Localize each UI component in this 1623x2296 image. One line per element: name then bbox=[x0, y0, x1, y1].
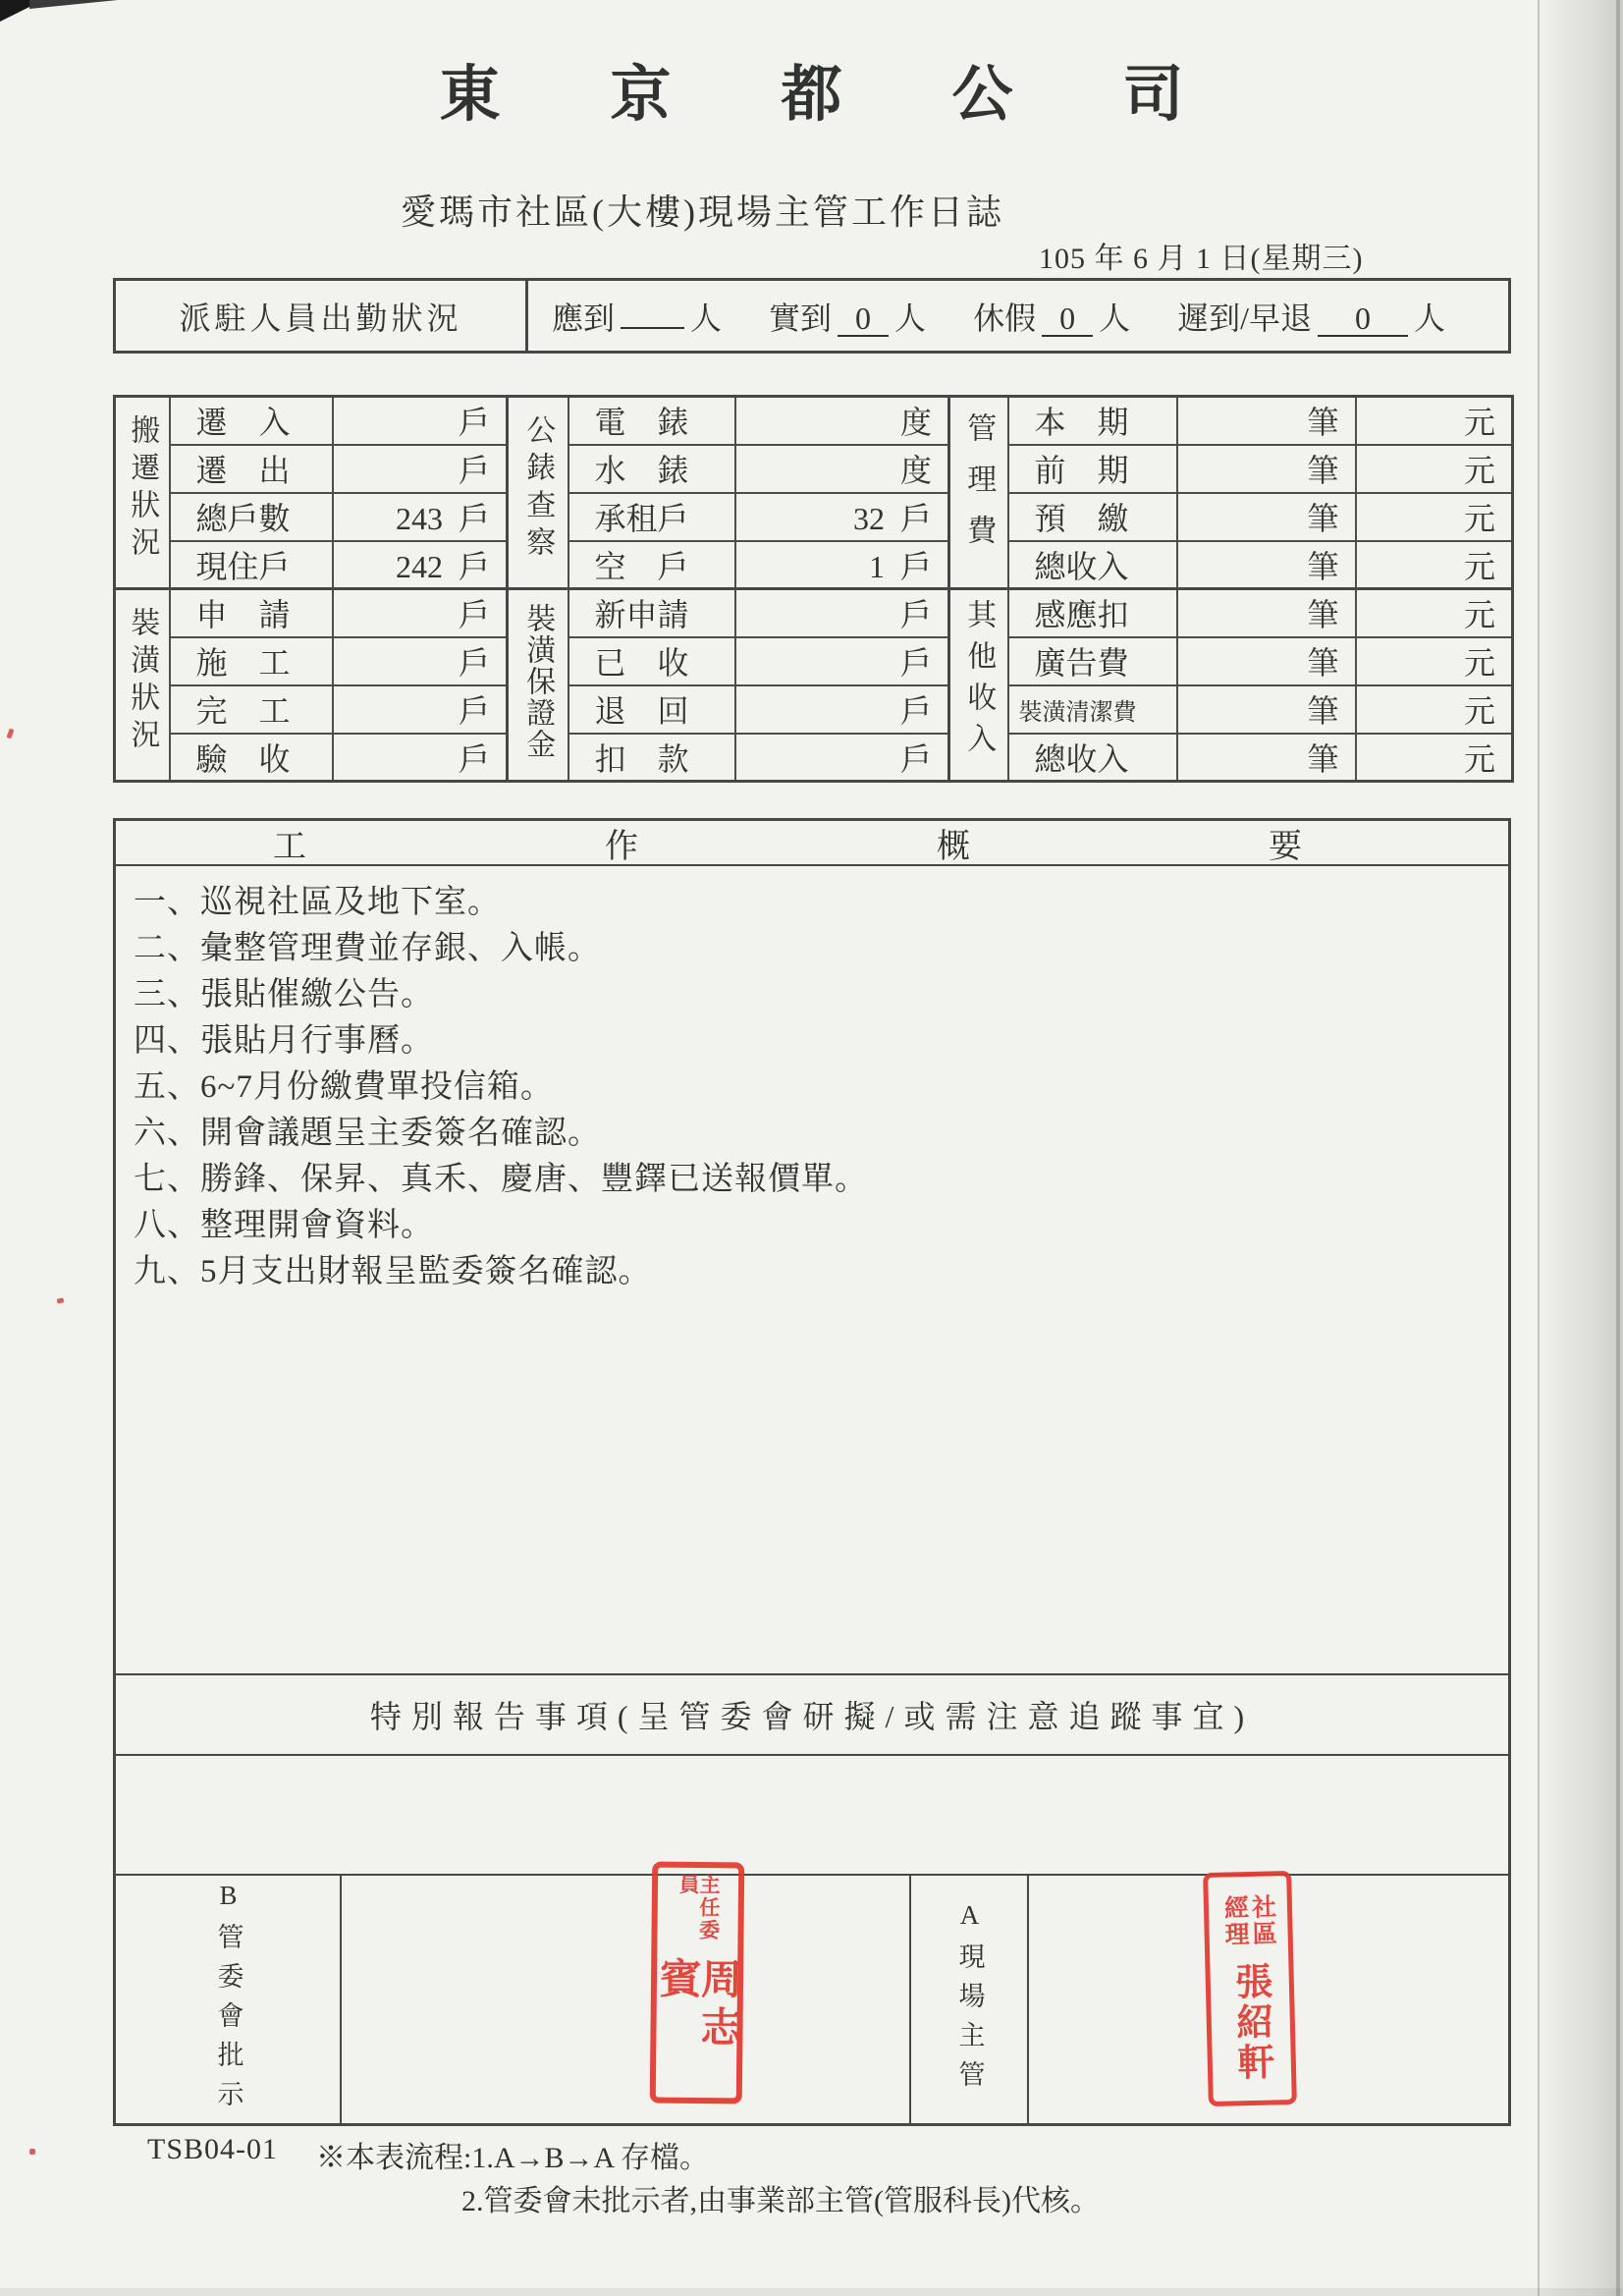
work-summary-section bbox=[113, 818, 1511, 2126]
attendance-section-label: 派駐人員出勤狀況 bbox=[116, 281, 528, 351]
stat-unit: 戶 bbox=[899, 501, 932, 536]
stat-label: 退 回 bbox=[568, 685, 735, 734]
work-header-char: 概 bbox=[937, 828, 970, 865]
work-item: 五、6~7月份繳費單投信箱。 bbox=[134, 1069, 554, 1105]
attendance-field-actual bbox=[769, 294, 926, 339]
stat-count-unit: 筆 bbox=[1307, 645, 1339, 681]
group-renovation-status: 裝潢狀況 bbox=[115, 589, 170, 782]
group-management-fee: 管理費 bbox=[949, 397, 1008, 589]
stat-amount-cell bbox=[1356, 734, 1513, 782]
stat-value-cell bbox=[333, 734, 508, 782]
stat-label: 已 收 bbox=[568, 637, 735, 685]
chairman-stamp-title: 主任委員 bbox=[676, 1873, 722, 1942]
stamp-title-col-left: 經理 bbox=[1220, 1894, 1249, 1949]
work-header-char: 工 bbox=[273, 828, 306, 865]
group-renovation-deposit: 裝潢保證金 bbox=[508, 589, 568, 782]
stat-amount-cell bbox=[1356, 445, 1513, 493]
company-title: 東京都公司 bbox=[439, 62, 1294, 129]
group-other-income: 其他收入 bbox=[949, 589, 1008, 782]
form-flow-note-2: 2.管委會未批示者,由事業部主管(管服科長)代核。 bbox=[461, 2185, 1100, 2217]
field-unit: 人 bbox=[1414, 300, 1446, 336]
stat-count-cell bbox=[1177, 541, 1356, 589]
stats-row bbox=[115, 637, 1513, 685]
field-label: 應到 bbox=[552, 300, 616, 336]
stat-unit: 度 bbox=[899, 453, 932, 488]
field-unit: 人 bbox=[1099, 300, 1131, 336]
work-summary-header bbox=[116, 821, 1508, 866]
stat-amount-cell bbox=[1356, 541, 1513, 589]
stat-amount-cell bbox=[1356, 493, 1513, 541]
stat-amount-cell bbox=[1356, 637, 1513, 685]
site-manager-label: A現場主管 bbox=[911, 1876, 1029, 2123]
stat-count-unit: 筆 bbox=[1307, 548, 1339, 584]
stat-count-unit: 筆 bbox=[1307, 693, 1339, 729]
chairman-stamp bbox=[650, 1862, 745, 2105]
work-item: 八、整理開會資料。 bbox=[134, 1208, 434, 1243]
stat-label: 施 工 bbox=[170, 637, 333, 685]
stat-unit: 戶 bbox=[458, 740, 490, 777]
chairman-stamp-name: 周志賓 bbox=[653, 1956, 741, 2054]
stats-row bbox=[115, 589, 1513, 637]
stats-row bbox=[115, 445, 1513, 493]
daily-stats-table bbox=[113, 395, 1514, 783]
stat-count-cell bbox=[1177, 445, 1356, 493]
stamp-title-col-right: 社區 bbox=[1248, 1893, 1276, 1948]
stat-unit: 戶 bbox=[458, 645, 490, 681]
special-report-body bbox=[116, 1756, 1508, 1876]
stat-label: 預 繳 bbox=[1008, 493, 1177, 541]
work-header-char: 要 bbox=[1269, 828, 1302, 865]
stat-value-cell bbox=[333, 445, 508, 493]
stat-label: 現住戶 bbox=[170, 541, 333, 589]
field-value: 0 bbox=[838, 301, 889, 337]
stat-count-cell bbox=[1177, 397, 1356, 445]
stat-value-cell bbox=[735, 589, 949, 637]
approval-row bbox=[116, 1873, 1508, 2123]
stat-label: 本 期 bbox=[1008, 397, 1177, 445]
stat-value-cell bbox=[735, 685, 949, 734]
committee-approval-area bbox=[342, 1873, 911, 2123]
stat-value-cell bbox=[735, 445, 949, 493]
stat-label: 空 戶 bbox=[568, 541, 735, 589]
stat-count-unit: 筆 bbox=[1307, 740, 1339, 777]
stat-amount-unit: 元 bbox=[1463, 740, 1495, 777]
work-header-char: 作 bbox=[605, 828, 638, 865]
community-manager-stamp bbox=[1203, 1871, 1297, 2106]
stat-count-cell bbox=[1177, 637, 1356, 685]
work-item: 九、5月支出財報呈監委簽名確認。 bbox=[134, 1254, 652, 1289]
stat-label: 完 工 bbox=[170, 685, 333, 734]
group-moving-status: 搬遷狀況 bbox=[115, 397, 170, 589]
stat-amount-cell bbox=[1356, 685, 1513, 734]
stats-row bbox=[115, 541, 1513, 589]
stat-label: 裝潢清潔費 bbox=[1008, 685, 1177, 734]
stat-amount-unit: 元 bbox=[1463, 548, 1495, 584]
scan-edge-line bbox=[1538, 0, 1540, 2296]
field-label: 休假 bbox=[973, 300, 1037, 336]
stats-row bbox=[115, 685, 1513, 734]
form-date: 105 年 6 月 1 日(星期三) bbox=[1039, 243, 1364, 275]
stat-amount-unit: 元 bbox=[1463, 693, 1495, 729]
scan-edge-line-2 bbox=[1616, 0, 1620, 2296]
red-ink-speck bbox=[6, 728, 14, 738]
stat-amount-unit: 元 bbox=[1463, 597, 1495, 633]
community-manager-stamp-name: 張紹軒 bbox=[1228, 1961, 1273, 2084]
red-ink-speck bbox=[57, 1297, 65, 1303]
attendance-field-leave bbox=[973, 294, 1130, 339]
stat-unit: 戶 bbox=[458, 405, 490, 441]
stat-value-cell bbox=[735, 734, 949, 782]
stat-label: 感應扣 bbox=[1008, 589, 1177, 637]
work-item: 六、開會議題呈主委簽名確認。 bbox=[134, 1116, 601, 1151]
field-value bbox=[621, 327, 684, 329]
work-summary-body bbox=[116, 866, 1508, 1675]
stat-value-cell bbox=[735, 541, 949, 589]
stat-unit: 戶 bbox=[458, 597, 490, 633]
special-report-header: 特別報告事項(呈管委會研擬/或需注意追蹤事宜) bbox=[116, 1675, 1508, 1756]
stat-count-unit: 筆 bbox=[1307, 501, 1339, 536]
stat-unit: 戶 bbox=[458, 693, 490, 729]
stat-count-cell bbox=[1177, 685, 1356, 734]
stats-row bbox=[115, 493, 1513, 541]
stat-label: 扣 款 bbox=[568, 734, 735, 782]
stat-value-cell bbox=[735, 637, 949, 685]
field-value: 0 bbox=[1042, 301, 1093, 337]
scan-corner-shadow-2 bbox=[29, 0, 118, 9]
committee-approval-label: B管委會批示 bbox=[116, 1876, 342, 2123]
work-item: 一、巡視社區及地下室。 bbox=[134, 885, 501, 920]
stat-label: 前 期 bbox=[1008, 445, 1177, 493]
field-value: 0 bbox=[1318, 301, 1408, 337]
community-manager-stamp-title bbox=[1221, 1894, 1274, 1948]
site-manager-area bbox=[1029, 1876, 1508, 2123]
work-item: 三、張貼催繳公告。 bbox=[134, 977, 434, 1012]
attendance-field-late bbox=[1177, 294, 1445, 339]
form-flow-note-1: ※本表流程:1.A→B→A 存檔。 bbox=[316, 2142, 710, 2174]
stats-row bbox=[115, 397, 1513, 445]
work-item: 七、勝鋒、保昇、真禾、慶唐、豐鐸已送報價單。 bbox=[134, 1162, 868, 1197]
scan-bottom-shadow bbox=[0, 2288, 1623, 2296]
stat-value-cell bbox=[735, 397, 949, 445]
red-ink-speck bbox=[29, 2149, 35, 2155]
stat-value-cell bbox=[333, 589, 508, 637]
stat-value-cell bbox=[333, 397, 508, 445]
stat-label: 遷 出 bbox=[170, 445, 333, 493]
stat-label: 遷 入 bbox=[170, 397, 333, 445]
stat-amount-unit: 元 bbox=[1463, 405, 1495, 441]
stat-value-cell bbox=[333, 493, 508, 541]
stat-unit: 戶 bbox=[458, 548, 490, 584]
stat-label: 承租戶 bbox=[568, 493, 735, 541]
stat-label: 總收入 bbox=[1008, 734, 1177, 782]
stat-unit: 戶 bbox=[899, 597, 932, 633]
stat-label: 總收入 bbox=[1008, 541, 1177, 589]
stat-amount-unit: 元 bbox=[1463, 453, 1495, 488]
stat-amount-unit: 元 bbox=[1463, 501, 1495, 536]
stat-amount-unit: 元 bbox=[1463, 645, 1495, 681]
attendance-fields bbox=[528, 281, 1508, 351]
stat-value: 1 bbox=[868, 548, 885, 584]
stat-label: 總戶數 bbox=[170, 493, 333, 541]
stat-count-cell bbox=[1177, 734, 1356, 782]
stat-unit: 戶 bbox=[899, 740, 932, 777]
work-item: 四、張貼月行事曆。 bbox=[134, 1023, 434, 1059]
stat-count-cell bbox=[1177, 589, 1356, 637]
field-unit: 人 bbox=[894, 300, 927, 336]
stat-unit: 戶 bbox=[899, 645, 932, 681]
stat-value: 242 bbox=[395, 548, 443, 584]
stat-count-unit: 筆 bbox=[1307, 405, 1339, 441]
stats-row bbox=[115, 734, 1513, 782]
form-code: TSB04-01 bbox=[147, 2133, 279, 2165]
field-unit: 人 bbox=[690, 300, 723, 336]
stat-value-cell bbox=[333, 685, 508, 734]
stat-amount-cell bbox=[1356, 589, 1513, 637]
stat-label: 申 請 bbox=[170, 589, 333, 637]
stat-unit: 戶 bbox=[899, 693, 932, 729]
stat-value-cell bbox=[333, 541, 508, 589]
group-public-meters: 公錶查察 bbox=[508, 397, 568, 589]
stat-count-unit: 筆 bbox=[1307, 453, 1339, 488]
scan-edge-shadow bbox=[1535, 0, 1623, 2296]
stat-label: 新申請 bbox=[568, 589, 735, 637]
stat-label: 水 錶 bbox=[568, 445, 735, 493]
field-label: 遲到/早退 bbox=[1177, 300, 1312, 336]
stat-value: 243 bbox=[395, 501, 443, 536]
work-item: 二、彙整管理費並存銀、入帳。 bbox=[134, 931, 601, 966]
stat-amount-cell bbox=[1356, 397, 1513, 445]
stat-unit: 戶 bbox=[899, 548, 932, 584]
form-subtitle: 愛瑪市社區(大樓)現場主管工作日誌 bbox=[401, 192, 1004, 232]
attendance-field-expected bbox=[552, 294, 722, 339]
stat-value-cell bbox=[735, 493, 949, 541]
stat-count-cell bbox=[1177, 493, 1356, 541]
stat-value-cell bbox=[333, 637, 508, 685]
stat-unit: 戶 bbox=[458, 501, 490, 536]
stat-unit: 度 bbox=[899, 405, 932, 441]
stat-label: 電 錶 bbox=[568, 397, 735, 445]
field-label: 實到 bbox=[769, 300, 833, 336]
stat-count-unit: 筆 bbox=[1307, 597, 1339, 633]
attendance-table bbox=[113, 278, 1511, 354]
stat-unit: 戶 bbox=[458, 453, 490, 488]
stat-value: 32 bbox=[852, 501, 885, 536]
stat-label: 廣告費 bbox=[1008, 637, 1177, 685]
stat-label: 驗 收 bbox=[170, 734, 333, 782]
